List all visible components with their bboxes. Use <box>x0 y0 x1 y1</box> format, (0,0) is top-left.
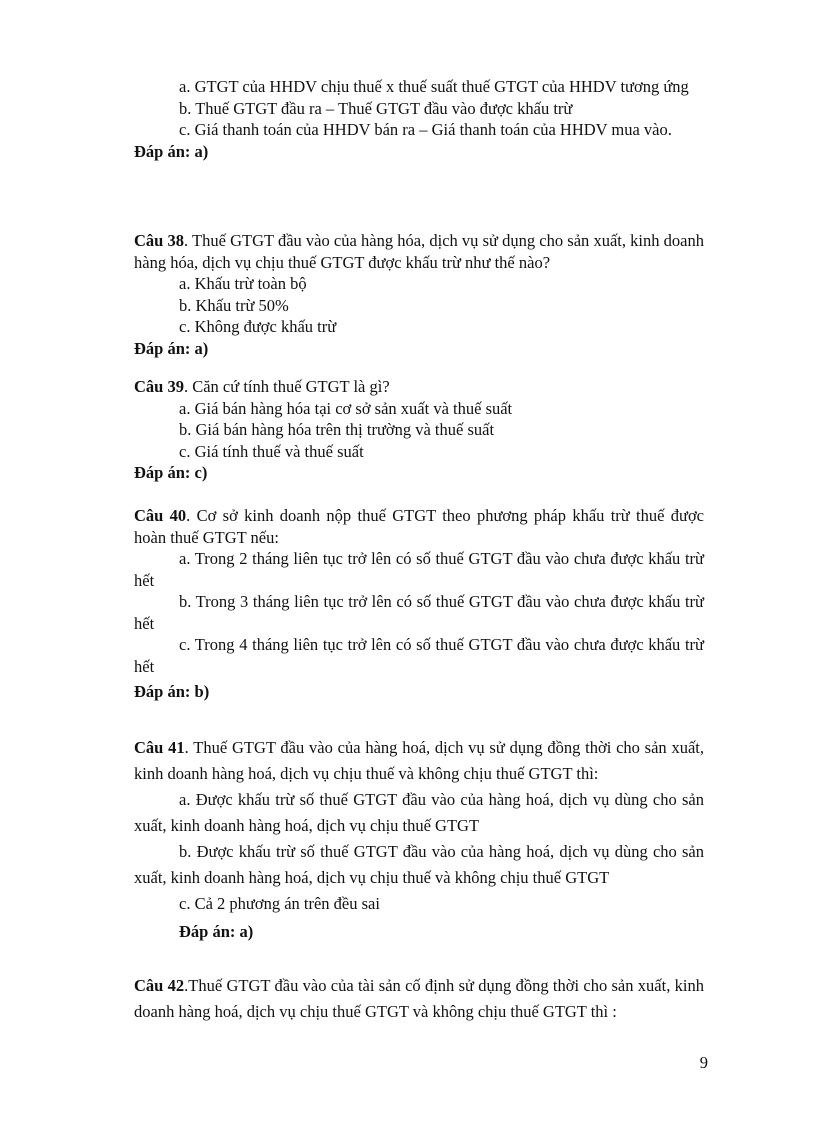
question-number: Câu 40 <box>134 506 187 525</box>
answer: Đáp án: a) <box>134 141 209 161</box>
question-number: Câu 42 <box>134 976 185 995</box>
question-text: . Căn cứ tính thuế GTGT là gì? <box>183 377 390 396</box>
prev-question-continuation <box>134 76 704 162</box>
option-a: a. Được khấu trừ số thuế GTGT đầu vào của hàng hoá, dịch vụ dùng cho sản xuất, kinh doanh hàng hoá, dịch vụ chịu thuế GTGT <box>134 790 704 835</box>
question-number: Câu 41 <box>134 738 185 757</box>
question-39 <box>134 376 704 484</box>
question-number: Câu 38 <box>134 231 185 250</box>
question-42 <box>134 973 704 1025</box>
option-a: a. GTGT của HHDV chịu thuế x thuế suất thuế GTGT của HHDV tương ứng <box>179 77 689 96</box>
option-a: a. Trong 2 tháng liên tục trở lên có số thuế GTGT đầu vào chưa được khấu trừ hết <box>134 549 704 590</box>
option-b: b. Thuế GTGT đầu ra – Thuế GTGT đầu vào được khấu trừ <box>179 98 573 118</box>
option-b: b. Được khấu trừ số thuế GTGT đầu vào của hàng hoá, dịch vụ dùng cho sản xuất, kinh doanh hàng hoá, dịch vụ chịu thuế và không chịu thuế GTGT <box>134 842 704 887</box>
question-text: . Thuế GTGT đầu vào của hàng hoá, dịch vụ sử dụng đồng thời cho sản xuất, kinh doanh hàng hoá, dịch vụ chịu thuế và không chịu thuế GTGT thì: <box>134 738 704 783</box>
question-text: . Thuế GTGT đầu vào của hàng hóa, dịch vụ sử dụng cho sản xuất, kinh doanh hàng hóa, dịch vụ chịu thuế GTGT được khấu trừ như thế nào? <box>134 231 704 272</box>
question-41 <box>134 735 704 945</box>
question-number: Câu 39 <box>134 377 184 396</box>
option-a: a. Khấu trừ toàn bộ <box>179 274 307 293</box>
option-c: c. Trong 4 tháng liên tục trở lên có số thuế GTGT đầu vào chưa được khấu trừ hết <box>134 635 704 676</box>
answer: Đáp án: a) <box>134 338 209 358</box>
option-b: b. Khấu trừ 50% <box>179 295 289 315</box>
option-b: b. Giá bán hàng hóa trên thị trường và thuế suất <box>179 420 495 439</box>
option-c: c. Cả 2 phương án trên đều sai <box>179 894 380 913</box>
answer: Đáp án: a) <box>179 922 254 941</box>
option-b: b. Trong 3 tháng liên tục trở lên có số thuế GTGT đầu vào chưa được khấu trừ hết <box>134 592 704 633</box>
question-text: . Cơ sở kinh doanh nộp thuế GTGT theo phương pháp khấu trừ thuế được hoàn thuế GTGT nếu: <box>134 506 705 547</box>
question-40 <box>134 505 704 703</box>
page-number: 9 <box>699 1053 708 1072</box>
answer: Đáp án: b) <box>134 682 210 701</box>
answer: Đáp án: c) <box>134 463 208 482</box>
question-38 <box>134 230 704 359</box>
option-a: a. Giá bán hàng hóa tại cơ sở sản xuất và thuế suất <box>179 398 513 418</box>
option-c: c. Giá tính thuế và thuế suất <box>179 441 364 461</box>
option-c: c. Không được khấu trừ <box>179 317 337 336</box>
question-text: .Thuế GTGT đầu vào của tài sản cố định sử dụng đồng thời cho sản xuất, kinh doanh hàng hoá, dịch vụ chịu thuế GTGT và không chịu thuế GTGT thì : <box>134 976 704 1021</box>
option-c: c. Giá thanh toán của HHDV bán ra – Giá thanh toán của HHDV mua vào. <box>179 120 672 139</box>
